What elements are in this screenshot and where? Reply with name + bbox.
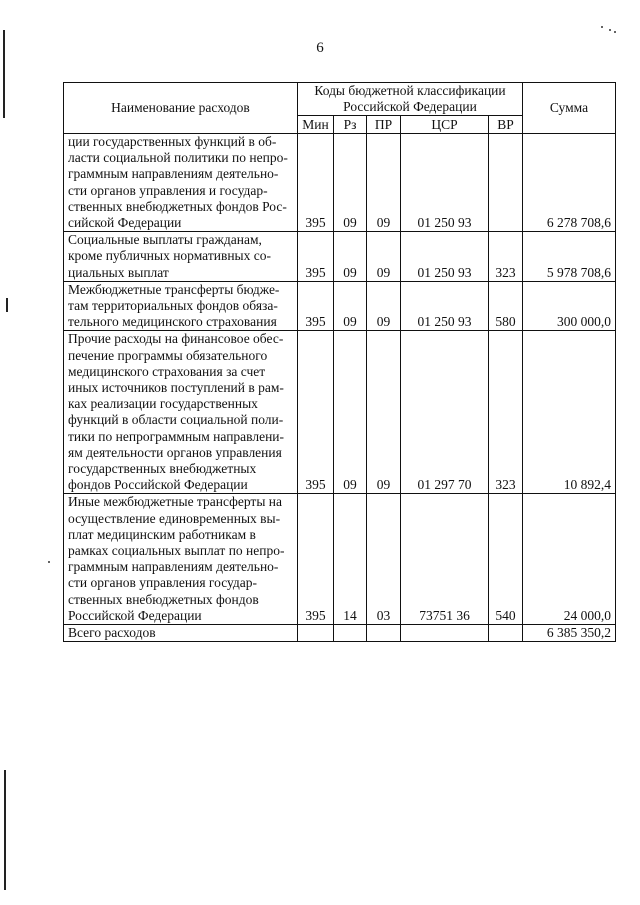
expense-name-line: медицинского страхования за счет [68,363,266,379]
min-code-cell: 395 [298,331,334,494]
expense-name-line: Прочие расходы на финансовое обес- [68,331,284,347]
min-code-cell: 395 [298,281,334,331]
rz-code-cell: 09 [334,281,367,331]
vr-code-cell: 540 [489,494,523,625]
sum-cell: 6 278 708,6 [523,134,616,232]
sum-cell: 10 892,4 [523,331,616,494]
pr-code-cell: 09 [367,281,401,331]
scan-margin-line-middle [6,298,8,312]
expenses-table [63,82,616,642]
csr-code-cell: 01 250 93 [401,281,489,331]
table-row [64,331,616,494]
expense-name-line: там территориальных фондов обяза- [68,298,278,314]
sum-cell: 300 000,0 [523,281,616,331]
pr-code-cell: 09 [367,232,401,282]
header-rz: Рз [334,116,367,134]
vr-code-cell: 580 [489,281,523,331]
expense-name-line: плат медицинским работникам в [68,526,256,542]
expense-name-line: ции государственных функций в об- [68,134,277,149]
expense-name-line: ственных внебюджетных фондов [68,591,259,607]
expense-name-line: циальных выплат [68,264,169,280]
expense-name-line: сти органов управления и государ- [68,182,268,198]
scan-speck [614,31,616,33]
csr-code-cell: 01 250 93 [401,232,489,282]
total-empty-cell [401,625,489,642]
header-vr: ВР [489,116,523,134]
total-empty-cell [367,625,401,642]
vr-code-cell: 323 [489,232,523,282]
expense-name-line: Иные межбюджетные трансферты на [68,494,282,510]
header-budget-codes [298,83,523,116]
expense-name-line: тельного медицинского страхования [68,314,277,330]
table-row [64,232,616,282]
expense-name-cell [64,281,298,331]
min-code-cell: 395 [298,134,334,232]
header-expense-name: Наименование расходов [64,83,298,134]
csr-code-cell: 01 297 70 [401,331,489,494]
csr-code-cell: 01 250 93 [401,134,489,232]
expense-name-cell [64,232,298,282]
expense-name-cell [64,494,298,625]
min-code-cell: 395 [298,494,334,625]
expense-name-line: граммным направлениям деятельно- [68,559,279,575]
total-empty-cell [298,625,334,642]
table-row [64,281,616,331]
expense-name-line: ственных внебюджетных фондов Рос- [68,198,287,214]
expense-name-line: иных источников поступлений в рам- [68,380,284,396]
expense-name-line: ласти социальной политики по непро- [68,150,288,166]
vr-code-cell [489,134,523,232]
expense-name-line: тики по непрограммным направлени- [68,428,285,444]
pr-code-cell: 03 [367,494,401,625]
header-pr: ПР [367,116,401,134]
rz-code-cell: 09 [334,134,367,232]
page-number: 6 [316,40,324,56]
header-min: Мин [298,116,334,134]
scan-margin-line-top [3,30,5,118]
expense-name-line: функций в области социальной поли- [68,412,284,428]
expense-name-cell [64,134,298,232]
expense-name-cell [64,331,298,494]
vr-code-cell: 323 [489,331,523,494]
table-row [64,134,616,232]
header-csr: ЦСР [401,116,489,134]
sum-cell: 5 978 708,6 [523,232,616,282]
rz-code-cell: 09 [334,232,367,282]
expense-name-line: рамках социальных выплат по непро- [68,543,285,559]
total-label: Всего расходов [64,625,298,642]
total-empty-cell [489,625,523,642]
expense-name-line: сийской Федерации [68,215,182,231]
total-row [64,625,616,642]
table-row [64,494,616,625]
expense-name-line: ках реализации государственных [68,396,258,412]
scan-speck [48,561,50,563]
sum-cell: 24 000,0 [523,494,616,625]
expense-name-line: сти органов управления государ- [68,575,258,591]
rz-code-cell: 09 [334,331,367,494]
expense-name-line: осуществление единовременных вы- [68,510,281,526]
expense-name-line: ям деятельности органов управления [68,444,282,460]
total-empty-cell [334,625,367,642]
table-body [64,134,616,642]
expense-name-line: печение программы обязательного [68,347,268,363]
rz-code-cell: 14 [334,494,367,625]
scan-speck [601,26,603,28]
expense-name-line: кроме публичных нормативных со- [68,248,271,264]
expense-name-line: фондов Российской Федерации [68,477,248,493]
pr-code-cell: 09 [367,331,401,494]
expense-name-line: Российской Федерации [68,607,202,623]
total-sum: 6 385 350,2 [523,625,616,642]
expense-name-line: граммным направлениям деятельно- [68,166,279,182]
min-code-cell: 395 [298,232,334,282]
expense-name-line: государственных внебюджетных [68,461,257,477]
csr-code-cell: 73751 36 [401,494,489,625]
header-codes-line: Коды бюджетной классификации [314,83,506,98]
scan-margin-line-bottom [4,770,6,890]
header-codes-line: Российской Федерации [343,99,477,114]
scan-speck [609,29,611,31]
expense-name-line: Межбюджетные трансферты бюдже- [68,281,280,297]
header-sum: Сумма [523,83,616,134]
pr-code-cell: 09 [367,134,401,232]
expense-name-line: Социальные выплаты гражданам, [68,232,262,248]
